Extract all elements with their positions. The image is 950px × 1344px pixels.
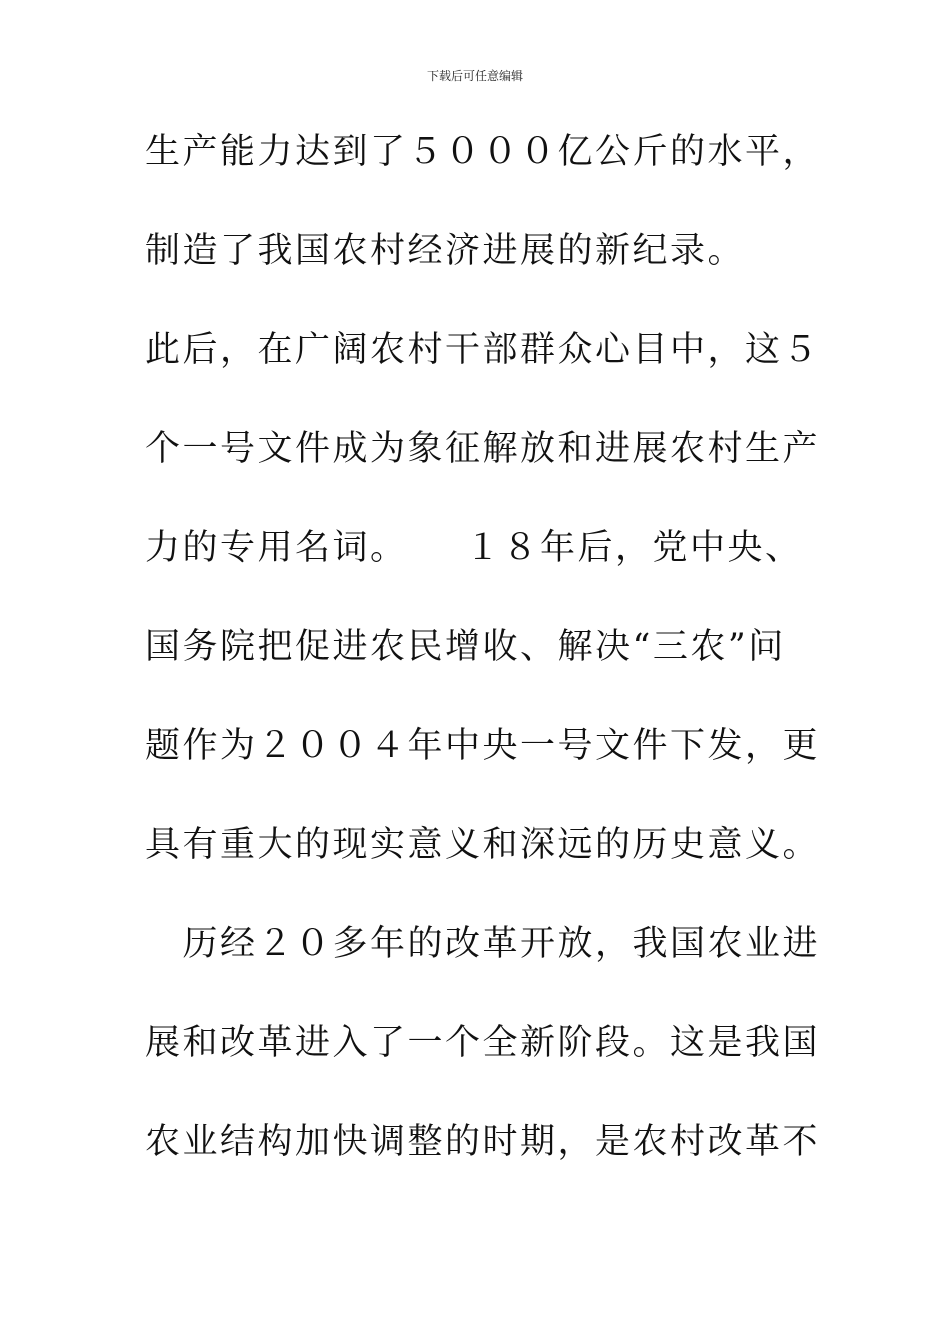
text-line: 此后，在广阔农村干部群众心目中，这５ (145, 330, 821, 370)
text-line: 具有重大的现实意义和深远的历史意义。 (145, 825, 821, 865)
document-body (145, 103, 821, 1192)
text-line: 力的专用名词。 １８年后，党中央、 (145, 528, 803, 568)
text-line: 生产能力达到了５０００亿公斤的水平， (145, 132, 821, 172)
page-header-note: 下载后可任意编辑 (426, 69, 523, 83)
text-line: 展和改革进入了一个全新阶段。这是我国 (145, 1023, 821, 1063)
text-line: 制造了我国农村经济进展的新纪录。 (145, 231, 746, 271)
text-line: 题作为２００４年中央一号文件下发，更 (145, 726, 821, 766)
text-line: 农业结构加快调整的时期，是农村改革不 (145, 1122, 821, 1162)
text-line: 国务院把促进农民增收、解决“三农”问 (145, 627, 786, 667)
text-line: 历经２０多年的改革开放，我国农业进 (145, 924, 821, 964)
text-line: 个一号文件成为象征解放和进展农村生产 (145, 429, 821, 469)
